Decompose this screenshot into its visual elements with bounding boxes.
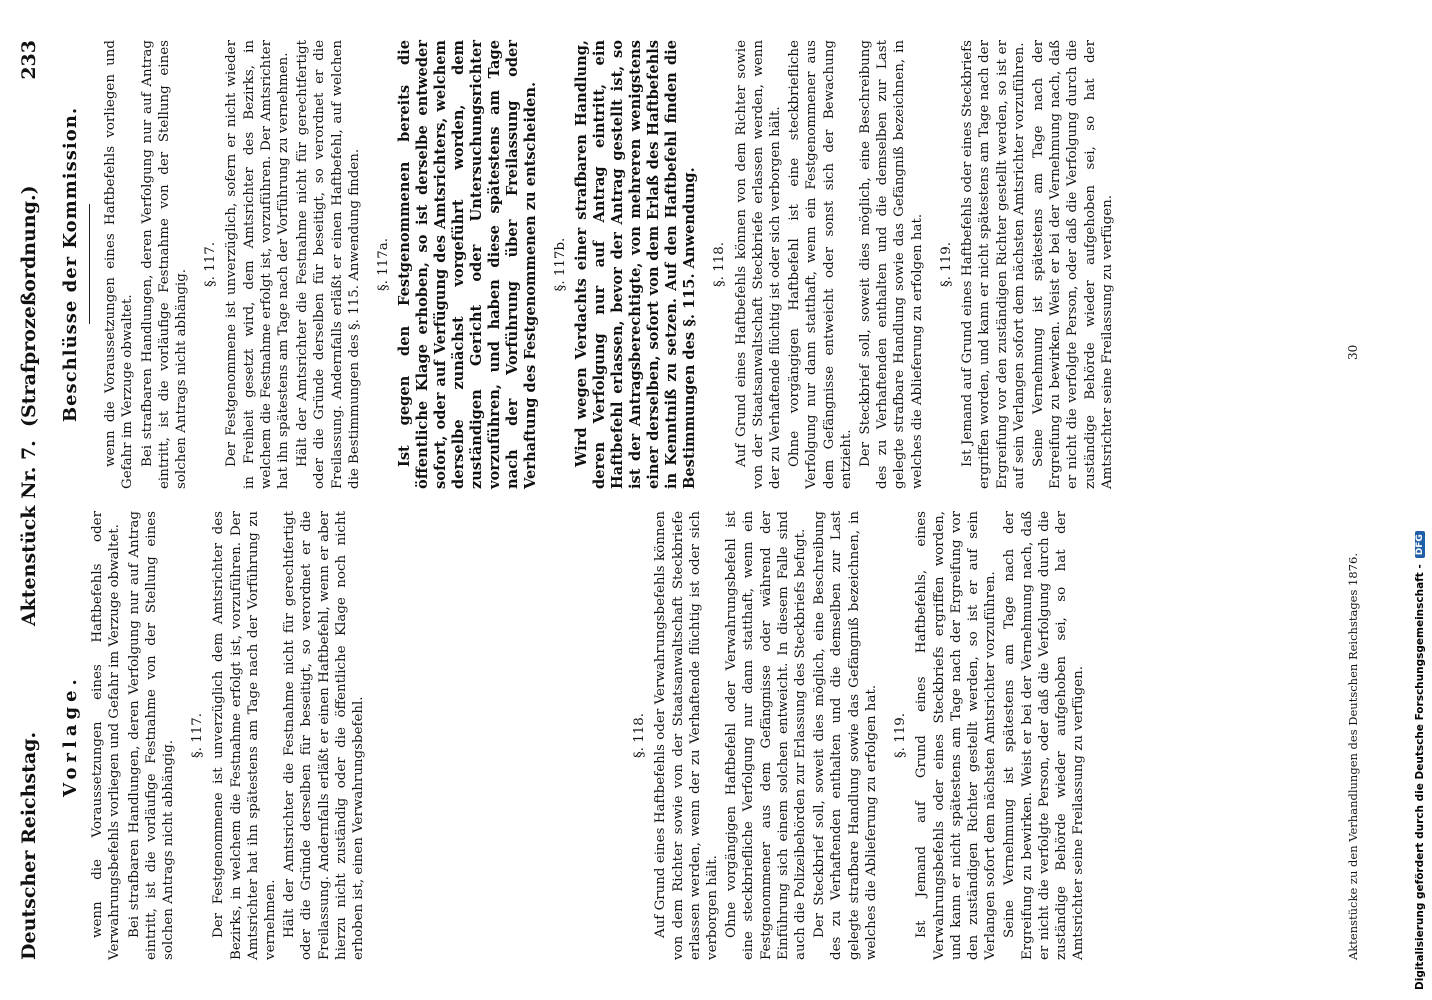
section-title: §. 117. bbox=[190, 712, 206, 759]
heading-vorlage: Vorlage. bbox=[60, 674, 81, 797]
watermark-text: Digitalisierung gefördert durch die Deutsche Forschungsgemeinschaft - bbox=[1414, 564, 1426, 990]
paragraph: wenn die Voraussetzungen eines Haftbefehls vorliegen und Gefahr im Verzuge obwaltet. bbox=[103, 40, 136, 489]
paragraph: Der Festgenommene ist unverzüglich dem Amtsrichter des Bezirks, in welchem die Festnahme erfolgt ist, vorzuführen. Der Amtsrichter hat ihn spätestens am Tage nach der Vorführung zu vernehmen. bbox=[211, 511, 279, 960]
paragraph: Bei strafbaren Handlungen, deren Verfolgung nur auf Antrag eintritt, ist die vorläufige Festnahme von der Stellung eines solchen Antrags nicht abhängig. bbox=[126, 511, 177, 960]
paragraph: Der Steckbrief soll, soweit dies möglich, eine Beschreibung des zu Verhaftenden enthalten und die demselben zur Last gelegte strafbare Handlung sowie das Gefängniß bezeichnen, in welches die Ablieferung zu erfolgen hat. bbox=[858, 40, 925, 489]
paragraph: Ohne vorgängigen Haftbefehl ist eine steckbriefliche Verfolgung nur dann statthaft, wenn ein Festgenommener aus dem Gefängnisse entweicht oder sonst sich der Bewachung entzieht. bbox=[787, 40, 854, 489]
paragraph: Der Festgenommene ist unverzüglich, sofern er nicht wieder in Freiheit gesetzt wird, dem Amtsrichter des Bezirks, in welchem die Festnahme erfolgt ist, vorzuführen. Der Amtsrichter hat ihn spätestens am Tage nach der Vorführung zu vernehmen. bbox=[224, 40, 292, 489]
paragraph: Ist Jemand auf Grund eines Haftbefehls, eines Verwahrungsbefehls oder eines Steckbriefs ergriffen worden, und kann er nicht spätestens am Tage nach der Ergreifung vor den zuständigen Richter gestellt werden, so ist er auf sein Verlangen sofort dem nächsten Amtsrichter vorzuführen. bbox=[914, 511, 999, 960]
footnote: Aktenstücke zu den Verhandlungen des Deutschen Reichstages 1876. bbox=[1346, 553, 1360, 960]
paragraph-bold: Wird wegen Verdachts einer strafbaren Handlung, deren Verfolgung nur auf Antrag eintritt, ein Haftbefehl erlassen, bevor der Antrag gestellt ist, so ist der Antragsberechtigte, von mehreren wenigstens einer derselben, sofort von dem Erlaß des Haftbefehls in Kenntniß zu setzen. Auf den Haftbefehl finden die Bestimmungen des §. 115. Anwendung. bbox=[573, 40, 699, 489]
heading-rule bbox=[89, 205, 90, 325]
header-center: Aktenstück Nr. 7. (Strafprozeßordnung.) bbox=[18, 185, 40, 627]
paragraph: Auf Grund eines Haftbefehls oder Verwahrungsbefehls können von dem Richter sowie von der Staatsanwaltschaft Steckbriefe erlassen werden, wenn der zu Verhaftende flüchtig ist oder sich verborgen hält. bbox=[653, 511, 721, 960]
page-number: 233 bbox=[18, 40, 40, 80]
paragraph: wenn die Voraussetzungen eines Haftbefehls oder Verwahrungsbefehls vorliegen und Gefahr im Verzuge obwaltet. bbox=[90, 511, 123, 960]
section-title: §. 117. bbox=[203, 241, 219, 288]
section-title: §. 117b. bbox=[553, 237, 569, 292]
section-title: §. 117a. bbox=[376, 238, 392, 292]
paragraph: Hält der Amtsrichter die Festnahme nicht für gerechtfertigt oder die Gründe derselben für beseitigt, so verordnet er die Freilassung. Andernfalls erläßt er einen Haftbefehl, wenn er aber hierzu nicht zuständig oder die öffentliche Klage noch nicht erhoben ist, einen Verwahrungsbefehl. bbox=[282, 511, 367, 960]
paragraph: Ohne vorgängigen Haftbefehl oder Verwahrungsbefehl ist eine steckbriefliche Verfolgung nur dann statthaft, wenn ein Festgenommener aus dem Gefängnisse oder während der Einführung sich einem solchen entweicht. In diesem Falle sind auch die Polizeibehörden zur Erlassung des Steckbriefs befugt. bbox=[724, 511, 809, 960]
paragraph: Seine Vernehmung ist spätestens am Tage nach der Ergreifung zu bewirken. Weist er bei der Vernehmung nach, daß er nicht die verfolgte Person, oder daß die Verfolgung durch die zuständige Behörde wieder aufgehoben sei, so hat der Amtsrichter seine Freilassung zu verfügen. bbox=[1030, 40, 1115, 489]
section-title: §. 118. bbox=[712, 241, 728, 288]
running-head bbox=[18, 40, 48, 960]
section-title: §. 119. bbox=[893, 712, 909, 759]
paragraph: Ist Jemand auf Grund eines Haftbefehls oder eines Steckbriefs ergriffen worden, und kann er nicht spätestens am Tage nach der Ergreifung vor den zuständigen Richter gestellt werden, so ist er auf sein Verlangen sofort dem nächsten Amtsrichter vorzuführen. bbox=[960, 40, 1027, 489]
heading-kommission: Beschlüsse der Kommission. bbox=[60, 106, 81, 423]
paragraph: Bei strafbaren Handlungen, deren Verfolgung nur auf Antrag eintritt, ist die vorläufige Festnahme von der Stellung eines solchen Antrags nicht abhängig. bbox=[139, 40, 190, 489]
digitization-watermark bbox=[1412, 10, 1428, 990]
paragraph: Hält der Amtsrichter die Festnahme nicht für gerechtfertigt oder die Gründe derselben für beseitigt, so verordnet er die Freilassung. Andernfalls erläßt er einen Haftbefehl, auf welchen die Bestimmungen des §. 115. Anwendung finden. bbox=[295, 40, 362, 489]
section-title: §. 119. bbox=[938, 241, 954, 288]
sheet-signature: 30 bbox=[1346, 344, 1360, 360]
section-title: §. 118. bbox=[632, 712, 648, 759]
paragraph-bold: Ist gegen den Festgenommenen bereits die öffentliche Klage erhoben, so ist derselbe entweder sofort, oder auf Verfügung des Amtsrichters, welchem derselbe zunächst vorgeführt worden, dem zuständigen Gericht oder Untersuchungsrichter vorzuführen, und haben diese spätestens am Tage nach der Vorführung über Freilassung oder Verhaftung des Festgenommenen zu entscheiden. bbox=[396, 40, 540, 489]
paragraph: Auf Grund eines Haftbefehls können von dem Richter sowie von der Staatsanwaltschaft Steckbriefe erlassen werden, wenn der zu Verhaftende flüchtig ist oder sich verborgen hält. bbox=[733, 40, 784, 489]
column-kommission bbox=[56, 40, 1118, 489]
header-left: Deutscher Reichstag. bbox=[18, 731, 40, 960]
dfg-logo: DFG bbox=[1415, 531, 1425, 558]
paragraph: Der Steckbrief soll, soweit dies möglich, eine Beschreibung des zu Verhaftenden enthalten und die demselben zur Last gelegte strafbare Handlung sowie das Gefängniß bezeichnen, in welches die Ablieferung zu erfolgen hat. bbox=[812, 511, 879, 960]
column-vorlage bbox=[56, 511, 1118, 960]
paragraph: Seine Vernehmung ist spätestens am Tage nach der Ergreifung zu bewirken. Weist er bei der Vernehmung nach, daß er nicht die verfolgte Person, oder daß die Verfolgung durch die zuständige Behörde wieder aufgehoben sei, so hat der Amtsrichter seine Freilassung zu verfügen. bbox=[1002, 511, 1087, 960]
